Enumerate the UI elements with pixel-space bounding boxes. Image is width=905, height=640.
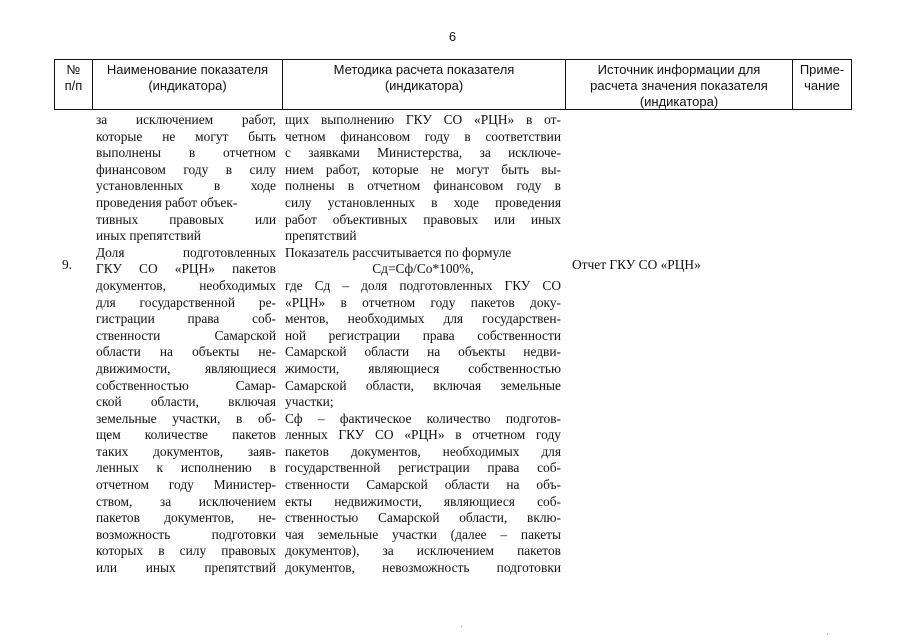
text-line: ГКУ СО «РЦН» пакетов xyxy=(96,261,276,277)
text-line: собственностью Самар- xyxy=(96,377,276,393)
text-line: ственностью Самарской области, вклю- xyxy=(285,510,561,526)
text-line: финансовом году в силу xyxy=(96,161,276,177)
header-text: чание xyxy=(804,78,840,93)
text-line: иных препятствий xyxy=(96,228,201,244)
text-line: отчетном году Министер- xyxy=(96,477,276,493)
text-line: щих выполнению ГКУ СО «РЦН» в от- xyxy=(285,112,561,127)
header-col-note xyxy=(792,60,851,109)
text-line: ленных к исполнению в xyxy=(96,460,276,476)
text-line: за исключением работ, xyxy=(96,112,276,127)
text-line: «РЦН» в отчетном году пакетов доку- xyxy=(285,294,561,310)
text-line: которые не могут быть xyxy=(96,128,276,144)
indicator-name-column xyxy=(96,112,276,577)
text-line: полнены в отчетном финансовом году в xyxy=(285,178,561,194)
text-line: земельные участки, в об- xyxy=(96,410,276,426)
text-line: которых в силу правовых xyxy=(96,543,276,559)
text-line: ской области, включая xyxy=(96,394,276,410)
text-line: Сф – фактическое количество подготов- xyxy=(285,410,561,426)
header-col-source xyxy=(565,60,792,109)
text-line: пакетов документов, не- xyxy=(96,510,276,526)
text-line: таких документов, заяв- xyxy=(96,443,276,459)
text-line: документов, необходимых xyxy=(96,277,276,293)
header-text: Приме- xyxy=(799,62,845,77)
text-line: Доля подготовленных xyxy=(96,244,276,260)
method-column xyxy=(285,112,561,577)
text-line: ной регистрации права собственности xyxy=(285,327,561,343)
text-line: ленных ГКУ СО «РЦН» в отчетном году xyxy=(285,427,561,443)
text-line: ментов, необходимых для государствен- xyxy=(285,311,561,327)
header-text: Методика расчета показателя xyxy=(333,62,515,77)
header-text: (индикатора) xyxy=(148,78,227,93)
text-line: жимости, являющиеся собственностью xyxy=(285,360,561,376)
text-line: где Сд – доля подготовленных ГКУ СО xyxy=(285,277,561,293)
text-line: препятствий xyxy=(285,228,357,244)
text-line: Сд=Сф/Со*100%, xyxy=(372,261,474,277)
table-header xyxy=(54,59,852,110)
text-line: установленных в ходе xyxy=(96,178,276,194)
text-line: области на объекты не- xyxy=(96,344,276,360)
text-line: проведения работ объек- xyxy=(96,194,238,210)
text-line: щем количестве пакетов xyxy=(96,427,276,443)
text-line: силу установленных в ходе проведения xyxy=(285,194,561,210)
text-line: государственной регистрации права соб- xyxy=(285,460,561,476)
text-line: пакетов документов, необходимых для xyxy=(285,443,561,459)
header-text: расчета значения показателя xyxy=(590,78,768,93)
text-line: чая земельные участки (далее – пакеты xyxy=(285,526,561,542)
header-text: (индикатора) xyxy=(639,94,719,109)
text-line: Самарской области на объекты недви- xyxy=(285,344,561,360)
text-line: екты недвижимости, являющиеся соб- xyxy=(285,493,561,509)
scan-speck: ' xyxy=(461,624,463,634)
page-number: 6 xyxy=(448,29,457,44)
text-line: возможность подготовки xyxy=(96,526,276,542)
text-line: ством, за исключением xyxy=(96,493,276,509)
header-text: Источник информации для xyxy=(597,62,761,77)
header-col-number xyxy=(55,60,92,109)
header-text: № xyxy=(66,62,81,77)
text-line: гистрации права соб- xyxy=(96,311,276,327)
text-line: или иных препятствий xyxy=(96,560,276,576)
text-line: документов), за исключением пакетов xyxy=(285,543,561,559)
text-line: четном финансовом году в соответствии xyxy=(285,128,561,144)
text-line: с заявками Министерства, за исключе- xyxy=(285,145,561,161)
row-number: 9. xyxy=(62,257,73,272)
header-col-method xyxy=(282,60,565,109)
text-line: Показатель рассчитывается по формуле xyxy=(285,244,512,260)
text-line: для государственной ре- xyxy=(96,294,276,310)
text-line: выполнены в отчетном xyxy=(96,145,276,161)
header-col-indicator-name xyxy=(92,60,282,109)
text-line: документов, невозможность подготовки xyxy=(285,560,561,576)
text-line: работ объективных правовых или иных xyxy=(285,211,561,227)
text-line: тивных правовых или xyxy=(96,211,276,227)
scan-speck: · xyxy=(826,629,829,639)
header-text: п/п xyxy=(64,78,83,93)
text-line: ственности Самарской xyxy=(96,327,276,343)
text-line: нием работ, которые не могут быть вы- xyxy=(285,161,561,177)
header-text: (индикатора) xyxy=(384,78,464,93)
text-line: движимости, являющиеся xyxy=(96,360,276,376)
text-line: участки; xyxy=(285,394,334,410)
text-line: ственности Самарской области на объ- xyxy=(285,477,561,493)
text-line: Самарской области, включая земельные xyxy=(285,377,561,393)
row-source: Отчет ГКУ СО «РЦН» xyxy=(572,257,701,272)
header-text: Наименование показателя xyxy=(106,62,269,77)
